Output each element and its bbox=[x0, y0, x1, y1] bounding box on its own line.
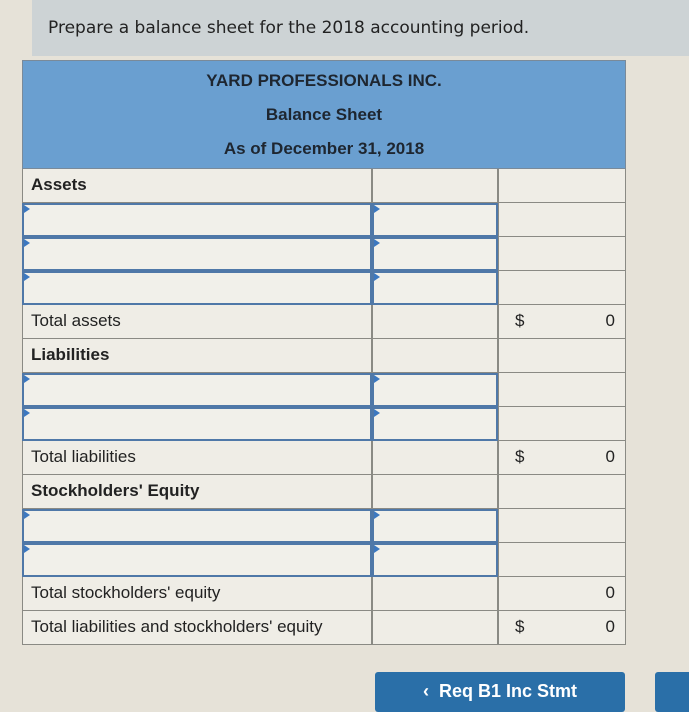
balance-sheet-table bbox=[22, 60, 626, 645]
total-equity-row bbox=[22, 577, 626, 611]
section-row-equity bbox=[22, 475, 626, 509]
grand-total-amount: 0 bbox=[605, 617, 615, 636]
empty-cell bbox=[498, 339, 626, 373]
empty-cell bbox=[498, 237, 626, 271]
total-liabilities-value bbox=[498, 441, 626, 475]
chevron-left-icon: ‹ bbox=[422, 681, 439, 701]
equity-account-select[interactable] bbox=[22, 509, 372, 543]
asset-account-select[interactable] bbox=[22, 203, 372, 237]
total-liabilities-amount: 0 bbox=[605, 447, 615, 466]
empty-cell bbox=[498, 203, 626, 237]
empty-cell bbox=[372, 475, 498, 509]
grand-total-label: Total liabilities and stockholders' equity bbox=[22, 611, 372, 645]
empty-cell bbox=[372, 305, 498, 339]
total-liabilities-row bbox=[22, 441, 626, 475]
empty-cell bbox=[372, 611, 498, 645]
liability-input-row bbox=[22, 407, 626, 441]
instruction-bar bbox=[32, 0, 689, 56]
liability-amount-input[interactable] bbox=[372, 373, 498, 407]
liability-account-select[interactable] bbox=[22, 407, 372, 441]
asset-input-row bbox=[22, 271, 626, 305]
liability-account-select[interactable] bbox=[22, 373, 372, 407]
table-header bbox=[22, 60, 626, 169]
section-row-assets bbox=[22, 169, 626, 203]
empty-cell bbox=[372, 577, 498, 611]
currency-symbol: $ bbox=[515, 311, 525, 330]
asset-account-select[interactable] bbox=[22, 237, 372, 271]
total-assets-value bbox=[498, 305, 626, 339]
next-req-button[interactable] bbox=[655, 672, 689, 712]
statement-date: As of December 31, 2018 bbox=[223, 139, 425, 158]
equity-heading: Stockholders' Equity bbox=[22, 475, 372, 509]
prev-req-button[interactable] bbox=[375, 672, 625, 712]
empty-cell bbox=[372, 169, 498, 203]
instruction-text: Prepare a balance sheet for the 2018 accounting period. bbox=[48, 18, 530, 38]
total-assets-row bbox=[22, 305, 626, 339]
assets-heading: Assets bbox=[22, 169, 372, 203]
equity-amount-input[interactable] bbox=[372, 509, 498, 543]
empty-cell bbox=[498, 407, 626, 441]
total-liabilities-label: Total liabilities bbox=[22, 441, 372, 475]
total-assets-label: Total assets bbox=[22, 305, 372, 339]
total-equity-label: Total stockholders' equity bbox=[22, 577, 372, 611]
currency-symbol: $ bbox=[515, 447, 525, 466]
statement-title: Balance Sheet bbox=[265, 105, 383, 124]
equity-input-row bbox=[22, 543, 626, 577]
empty-cell bbox=[372, 339, 498, 373]
asset-amount-input[interactable] bbox=[372, 237, 498, 271]
empty-cell bbox=[498, 543, 626, 577]
empty-cell bbox=[498, 475, 626, 509]
liability-input-row bbox=[22, 373, 626, 407]
liability-amount-input[interactable] bbox=[372, 407, 498, 441]
equity-account-select[interactable] bbox=[22, 543, 372, 577]
prev-req-label: Req B1 Inc Stmt bbox=[438, 681, 578, 701]
equity-input-row bbox=[22, 509, 626, 543]
grand-total-value bbox=[498, 611, 626, 645]
equity-amount-input[interactable] bbox=[372, 543, 498, 577]
asset-input-row bbox=[22, 237, 626, 271]
asset-amount-input[interactable] bbox=[372, 271, 498, 305]
asset-account-select[interactable] bbox=[22, 271, 372, 305]
empty-cell bbox=[498, 169, 626, 203]
grand-total-row bbox=[22, 611, 626, 645]
company-name: YARD PROFESSIONALS INC. bbox=[206, 71, 442, 90]
total-assets-amount: 0 bbox=[605, 311, 615, 330]
empty-cell bbox=[372, 441, 498, 475]
asset-amount-input[interactable] bbox=[372, 203, 498, 237]
liabilities-heading: Liabilities bbox=[22, 339, 372, 373]
empty-cell bbox=[498, 373, 626, 407]
currency-symbol: $ bbox=[515, 617, 525, 636]
total-equity-value: 0 bbox=[498, 577, 626, 611]
section-row-liabilities bbox=[22, 339, 626, 373]
asset-input-row bbox=[22, 203, 626, 237]
empty-cell bbox=[498, 509, 626, 543]
empty-cell bbox=[498, 271, 626, 305]
